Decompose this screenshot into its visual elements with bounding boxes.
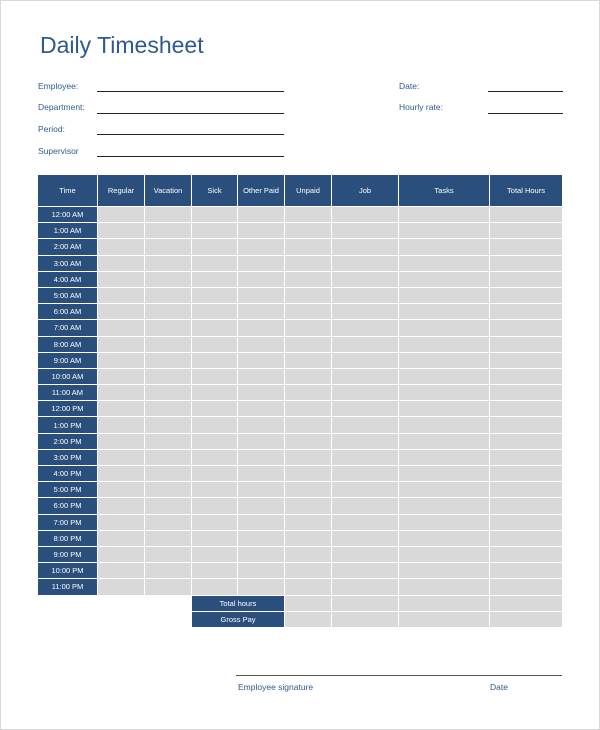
job-cell[interactable]	[332, 498, 399, 514]
other-paid-cell[interactable]	[238, 417, 285, 433]
unpaid-cell[interactable]	[285, 514, 332, 530]
vacation-cell[interactable]	[145, 368, 192, 384]
signature-date-label: Date	[490, 682, 508, 692]
job-cell[interactable]	[332, 563, 399, 579]
regular-cell[interactable]	[98, 417, 145, 433]
vacation-cell[interactable]	[145, 320, 192, 336]
unpaid-cell[interactable]	[285, 563, 332, 579]
vacation-cell[interactable]	[145, 417, 192, 433]
total-hours-cell[interactable]	[490, 223, 563, 239]
hourly-rate-field[interactable]	[488, 113, 563, 114]
sick-cell[interactable]	[192, 579, 238, 595]
tasks-cell[interactable]	[399, 207, 490, 223]
total-job-cell[interactable]	[332, 595, 399, 611]
regular-cell[interactable]	[98, 255, 145, 271]
time-cell: 10:00 PM	[38, 563, 98, 579]
unpaid-cell[interactable]	[285, 401, 332, 417]
regular-cell[interactable]	[98, 271, 145, 287]
regular-cell[interactable]	[98, 514, 145, 530]
gross-pay-sum-cell[interactable]	[490, 611, 563, 627]
tasks-cell[interactable]	[399, 239, 490, 255]
sick-cell[interactable]	[192, 239, 238, 255]
time-cell: 2:00 PM	[38, 433, 98, 449]
period-label: Period:	[38, 124, 65, 134]
table-row	[38, 304, 563, 320]
tasks-cell[interactable]	[399, 433, 490, 449]
table-row	[38, 449, 563, 465]
regular-cell[interactable]	[98, 223, 145, 239]
regular-cell[interactable]	[98, 287, 145, 303]
vacation-cell[interactable]	[145, 255, 192, 271]
time-cell: 8:00 AM	[38, 336, 98, 352]
unpaid-cell[interactable]	[285, 433, 332, 449]
department-label: Department:	[38, 102, 85, 112]
unpaid-cell[interactable]	[285, 287, 332, 303]
table-row	[38, 401, 563, 417]
time-cell: 11:00 AM	[38, 385, 98, 401]
unpaid-cell[interactable]	[285, 320, 332, 336]
other-paid-cell[interactable]	[238, 482, 285, 498]
job-cell[interactable]	[332, 466, 399, 482]
vacation-cell[interactable]	[145, 546, 192, 562]
vacation-cell[interactable]	[145, 385, 192, 401]
table-row	[38, 514, 563, 530]
job-cell[interactable]	[332, 546, 399, 562]
header-job: Job	[332, 175, 399, 207]
tasks-cell[interactable]	[399, 385, 490, 401]
sick-cell[interactable]	[192, 546, 238, 562]
time-cell: 6:00 AM	[38, 304, 98, 320]
header-unpaid: Unpaid	[285, 175, 332, 207]
unpaid-cell[interactable]	[285, 466, 332, 482]
tasks-cell[interactable]	[399, 223, 490, 239]
total-hours-cell[interactable]	[490, 207, 563, 223]
regular-cell[interactable]	[98, 498, 145, 514]
header-sick: Sick	[192, 175, 238, 207]
total-hours-cell[interactable]	[490, 385, 563, 401]
table-header-row	[38, 175, 563, 207]
unpaid-cell[interactable]	[285, 336, 332, 352]
job-cell[interactable]	[332, 449, 399, 465]
unpaid-cell[interactable]	[285, 546, 332, 562]
supervisor-field[interactable]	[97, 156, 284, 157]
tasks-cell[interactable]	[399, 271, 490, 287]
table-row	[38, 368, 563, 384]
vacation-cell[interactable]	[145, 352, 192, 368]
job-cell[interactable]	[332, 207, 399, 223]
unpaid-cell[interactable]	[285, 352, 332, 368]
time-cell: 5:00 PM	[38, 482, 98, 498]
table-row	[38, 579, 563, 595]
job-cell[interactable]	[332, 401, 399, 417]
job-cell[interactable]	[332, 239, 399, 255]
regular-cell[interactable]	[98, 579, 145, 595]
gross-job-cell[interactable]	[332, 611, 399, 627]
time-cell: 3:00 PM	[38, 449, 98, 465]
vacation-cell[interactable]	[145, 207, 192, 223]
other-paid-cell[interactable]	[238, 336, 285, 352]
total-hours-cell[interactable]	[490, 287, 563, 303]
vacation-cell[interactable]	[145, 433, 192, 449]
regular-cell[interactable]	[98, 304, 145, 320]
vacation-cell[interactable]	[145, 271, 192, 287]
sick-cell[interactable]	[192, 352, 238, 368]
total-hours-cell[interactable]	[490, 336, 563, 352]
vacation-cell[interactable]	[145, 498, 192, 514]
other-paid-cell[interactable]	[238, 320, 285, 336]
header-time: Time	[38, 175, 98, 207]
time-cell: 11:00 PM	[38, 579, 98, 595]
job-cell[interactable]	[332, 304, 399, 320]
other-paid-cell[interactable]	[238, 271, 285, 287]
regular-cell[interactable]	[98, 466, 145, 482]
time-cell: 12:00 PM	[38, 401, 98, 417]
job-cell[interactable]	[332, 368, 399, 384]
table-row	[38, 207, 563, 223]
regular-cell[interactable]	[98, 239, 145, 255]
tasks-cell[interactable]	[399, 352, 490, 368]
other-paid-cell[interactable]	[238, 223, 285, 239]
date-label: Date:	[399, 81, 420, 91]
job-cell[interactable]	[332, 417, 399, 433]
sick-cell[interactable]	[192, 271, 238, 287]
job-cell[interactable]	[332, 433, 399, 449]
table-row	[38, 352, 563, 368]
tasks-cell[interactable]	[399, 530, 490, 546]
supervisor-label: Supervisor	[38, 146, 79, 156]
other-paid-cell[interactable]	[238, 368, 285, 384]
time-cell: 3:00 AM	[38, 255, 98, 271]
time-cell: 7:00 AM	[38, 320, 98, 336]
total-hours-cell[interactable]	[490, 433, 563, 449]
total-hours-label: Total hours	[192, 595, 285, 611]
regular-cell[interactable]	[98, 449, 145, 465]
sick-cell[interactable]	[192, 498, 238, 514]
table-row	[38, 433, 563, 449]
unpaid-cell[interactable]	[285, 579, 332, 595]
table-row	[38, 223, 563, 239]
other-paid-cell[interactable]	[238, 401, 285, 417]
regular-cell[interactable]	[98, 546, 145, 562]
vacation-cell[interactable]	[145, 449, 192, 465]
other-paid-cell[interactable]	[238, 239, 285, 255]
employee-field[interactable]	[97, 91, 284, 92]
table-row	[38, 417, 563, 433]
other-paid-cell[interactable]	[238, 385, 285, 401]
sick-cell[interactable]	[192, 223, 238, 239]
total-hours-sum-cell[interactable]	[490, 595, 563, 611]
timesheet-table	[37, 174, 563, 628]
job-cell[interactable]	[332, 579, 399, 595]
gross-tasks-cell[interactable]	[399, 611, 490, 627]
unpaid-cell[interactable]	[285, 530, 332, 546]
job-cell[interactable]	[332, 271, 399, 287]
total-hours-cell[interactable]	[490, 271, 563, 287]
table-row	[38, 271, 563, 287]
tasks-cell[interactable]	[399, 368, 490, 384]
sick-cell[interactable]	[192, 401, 238, 417]
regular-cell[interactable]	[98, 368, 145, 384]
total-hours-cell[interactable]	[490, 449, 563, 465]
sick-cell[interactable]	[192, 449, 238, 465]
table-row	[38, 546, 563, 562]
regular-cell[interactable]	[98, 352, 145, 368]
sick-cell[interactable]	[192, 368, 238, 384]
vacation-cell[interactable]	[145, 287, 192, 303]
sick-cell[interactable]	[192, 466, 238, 482]
total-hours-cell[interactable]	[490, 498, 563, 514]
tasks-cell[interactable]	[399, 255, 490, 271]
sick-cell[interactable]	[192, 207, 238, 223]
sick-cell[interactable]	[192, 514, 238, 530]
total-hours-cell[interactable]	[490, 579, 563, 595]
tasks-cell[interactable]	[399, 320, 490, 336]
hourly-rate-label: Hourly rate:	[399, 102, 443, 112]
total-hours-cell[interactable]	[490, 239, 563, 255]
unpaid-cell[interactable]	[285, 449, 332, 465]
time-cell: 2:00 AM	[38, 239, 98, 255]
signature-line[interactable]	[236, 675, 562, 676]
sick-cell[interactable]	[192, 287, 238, 303]
other-paid-cell[interactable]	[238, 514, 285, 530]
time-cell: 12:00 AM	[38, 207, 98, 223]
job-cell[interactable]	[332, 352, 399, 368]
total-hours-cell[interactable]	[490, 466, 563, 482]
total-hours-cell[interactable]	[490, 563, 563, 579]
unpaid-cell[interactable]	[285, 385, 332, 401]
total-hours-cell[interactable]	[490, 546, 563, 562]
unpaid-cell[interactable]	[285, 223, 332, 239]
total-hours-cell[interactable]	[490, 417, 563, 433]
total-hours-cell[interactable]	[490, 320, 563, 336]
job-cell[interactable]	[332, 530, 399, 546]
table-row	[38, 239, 563, 255]
total-hours-cell[interactable]	[490, 368, 563, 384]
total-hours-cell[interactable]	[490, 530, 563, 546]
other-paid-cell[interactable]	[238, 563, 285, 579]
regular-cell[interactable]	[98, 433, 145, 449]
table-row	[38, 320, 563, 336]
job-cell[interactable]	[332, 223, 399, 239]
time-cell: 4:00 PM	[38, 466, 98, 482]
other-paid-cell[interactable]	[238, 433, 285, 449]
job-cell[interactable]	[332, 320, 399, 336]
job-cell[interactable]	[332, 336, 399, 352]
tasks-cell[interactable]	[399, 401, 490, 417]
tasks-cell[interactable]	[399, 514, 490, 530]
other-paid-cell[interactable]	[238, 498, 285, 514]
vacation-cell[interactable]	[145, 336, 192, 352]
table-row	[38, 336, 563, 352]
regular-cell[interactable]	[98, 320, 145, 336]
sick-cell[interactable]	[192, 482, 238, 498]
job-cell[interactable]	[332, 255, 399, 271]
other-paid-cell[interactable]	[238, 579, 285, 595]
tasks-cell[interactable]	[399, 287, 490, 303]
job-cell[interactable]	[332, 385, 399, 401]
header-regular: Regular	[98, 175, 145, 207]
unpaid-cell[interactable]	[285, 239, 332, 255]
sick-cell[interactable]	[192, 433, 238, 449]
time-cell: 1:00 AM	[38, 223, 98, 239]
regular-cell[interactable]	[98, 530, 145, 546]
sick-cell[interactable]	[192, 304, 238, 320]
vacation-cell[interactable]	[145, 514, 192, 530]
table-row	[38, 530, 563, 546]
tasks-cell[interactable]	[399, 482, 490, 498]
other-paid-cell[interactable]	[238, 287, 285, 303]
time-cell: 9:00 AM	[38, 352, 98, 368]
other-paid-cell[interactable]	[238, 304, 285, 320]
time-cell: 4:00 AM	[38, 271, 98, 287]
job-cell[interactable]	[332, 514, 399, 530]
sick-cell[interactable]	[192, 336, 238, 352]
total-hours-cell[interactable]	[490, 401, 563, 417]
other-paid-cell[interactable]	[238, 546, 285, 562]
table-row	[38, 385, 563, 401]
regular-cell[interactable]	[98, 207, 145, 223]
job-cell[interactable]	[332, 482, 399, 498]
tasks-cell[interactable]	[399, 304, 490, 320]
other-paid-cell[interactable]	[238, 530, 285, 546]
other-paid-cell[interactable]	[238, 466, 285, 482]
department-field[interactable]	[97, 113, 284, 114]
vacation-cell[interactable]	[145, 239, 192, 255]
vacation-cell[interactable]	[145, 304, 192, 320]
tasks-cell[interactable]	[399, 579, 490, 595]
time-cell: 1:00 PM	[38, 417, 98, 433]
total-hours-cell[interactable]	[490, 514, 563, 530]
tasks-cell[interactable]	[399, 466, 490, 482]
header-tasks: Tasks	[399, 175, 490, 207]
regular-cell[interactable]	[98, 482, 145, 498]
sick-cell[interactable]	[192, 385, 238, 401]
vacation-cell[interactable]	[145, 530, 192, 546]
sick-cell[interactable]	[192, 255, 238, 271]
time-cell: 7:00 PM	[38, 514, 98, 530]
total-hours-row	[38, 595, 563, 611]
other-paid-cell[interactable]	[238, 255, 285, 271]
table-row	[38, 466, 563, 482]
table-row	[38, 482, 563, 498]
vacation-cell[interactable]	[145, 579, 192, 595]
job-cell[interactable]	[332, 287, 399, 303]
table-row	[38, 255, 563, 271]
time-cell: 9:00 PM	[38, 546, 98, 562]
other-paid-cell[interactable]	[238, 449, 285, 465]
tasks-cell[interactable]	[399, 336, 490, 352]
header-other-paid: Other Paid	[238, 175, 285, 207]
table-row	[38, 287, 563, 303]
total-hours-cell[interactable]	[490, 304, 563, 320]
unpaid-cell[interactable]	[285, 368, 332, 384]
tasks-cell[interactable]	[399, 563, 490, 579]
unpaid-cell[interactable]	[285, 271, 332, 287]
total-hours-cell[interactable]	[490, 352, 563, 368]
total-tasks-cell[interactable]	[399, 595, 490, 611]
unpaid-cell[interactable]	[285, 207, 332, 223]
total-hours-cell[interactable]	[490, 255, 563, 271]
total-hours-cell[interactable]	[490, 482, 563, 498]
table-row	[38, 498, 563, 514]
sick-cell[interactable]	[192, 417, 238, 433]
regular-cell[interactable]	[98, 563, 145, 579]
gross-pay-row	[38, 611, 563, 627]
header-vacation: Vacation	[145, 175, 192, 207]
sick-cell[interactable]	[192, 320, 238, 336]
time-cell: 5:00 AM	[38, 287, 98, 303]
vacation-cell[interactable]	[145, 563, 192, 579]
table-row	[38, 563, 563, 579]
tasks-cell[interactable]	[399, 449, 490, 465]
sick-cell[interactable]	[192, 530, 238, 546]
regular-cell[interactable]	[98, 385, 145, 401]
time-cell: 10:00 AM	[38, 368, 98, 384]
period-field[interactable]	[97, 134, 284, 135]
page-title: Daily Timesheet	[40, 32, 204, 58]
vacation-cell[interactable]	[145, 482, 192, 498]
employee-signature-label: Employee signature	[238, 682, 314, 692]
tasks-cell[interactable]	[399, 417, 490, 433]
unpaid-cell[interactable]	[285, 304, 332, 320]
unpaid-cell[interactable]	[285, 255, 332, 271]
regular-cell[interactable]	[98, 336, 145, 352]
regular-cell[interactable]	[98, 401, 145, 417]
unpaid-cell[interactable]	[285, 417, 332, 433]
other-paid-cell[interactable]	[238, 207, 285, 223]
gross-pay-label: Gross Pay	[192, 611, 285, 627]
unpaid-cell[interactable]	[285, 498, 332, 514]
time-cell: 8:00 PM	[38, 530, 98, 546]
vacation-cell[interactable]	[145, 466, 192, 482]
tasks-cell[interactable]	[399, 546, 490, 562]
unpaid-cell[interactable]	[285, 482, 332, 498]
sick-cell[interactable]	[192, 563, 238, 579]
tasks-cell[interactable]	[399, 498, 490, 514]
vacation-cell[interactable]	[145, 401, 192, 417]
employee-label: Employee:	[38, 81, 79, 91]
other-paid-cell[interactable]	[238, 352, 285, 368]
vacation-cell[interactable]	[145, 223, 192, 239]
gross-unpaid-cell[interactable]	[285, 611, 332, 627]
time-cell: 6:00 PM	[38, 498, 98, 514]
date-field[interactable]	[488, 91, 563, 92]
total-unpaid-cell[interactable]	[285, 595, 332, 611]
header-total-hours: Total Hours	[490, 175, 563, 207]
